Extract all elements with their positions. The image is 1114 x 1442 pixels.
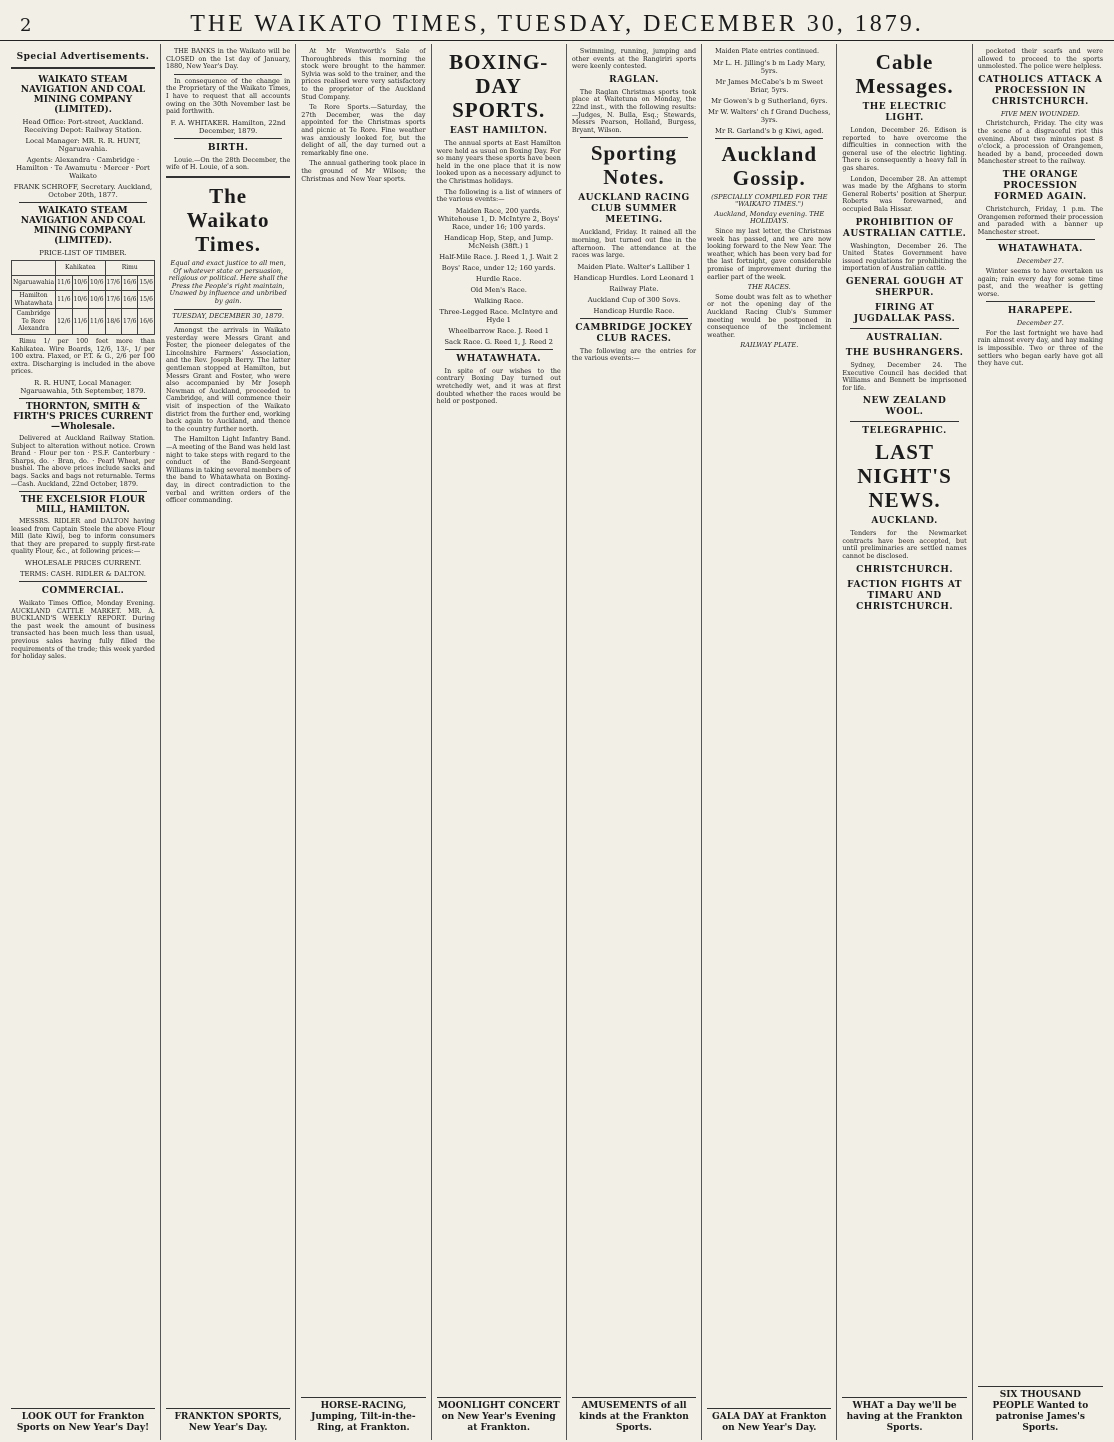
bottom-advert: HORSE-RACING, Jumping, Tilt-in-the-Ring, at Frankton. — [301, 1397, 425, 1434]
table-row — [12, 276, 155, 291]
divider — [715, 138, 823, 139]
article-text: Swimming, running, jumping and other events at the Rangiriri sports were keenly contested. — [571, 47, 697, 71]
cable-text: Christchurch, Friday, 1 p.m. The Orangemen reformed their procession and paraded with a banner up Manchester street. — [977, 204, 1103, 236]
news-text: Tenders for the Newmarket contracts have been accepted, but until preliminaries are settled names cannot be disclosed. — [842, 529, 967, 561]
table-cell: 11/6 — [56, 276, 72, 291]
race-result: Maiden Race, 200 yards. Whitehouse 1, D. McIntyre 2, Boys' Race, under 16; 100 yards. — [437, 206, 560, 231]
divider — [19, 491, 147, 492]
divider — [580, 318, 688, 319]
section-subheader: NEW ZEALAND WOOL. — [862, 396, 947, 418]
section-subheader: AUCKLAND. — [871, 516, 938, 527]
bottom-advert: WHAT a Day we'll be having at the Frankton Sports. — [842, 1397, 966, 1434]
column-8 — [973, 44, 1108, 1440]
divider — [174, 323, 282, 324]
cable-text: Sydney, December 24. The Executive Council has decided that Williams and Bennett be imprisoned for life. — [842, 360, 967, 392]
table-cell: 16/6 — [122, 291, 138, 309]
section-header: LAST NIGHT'S NEWS. — [857, 440, 952, 513]
race-result: Auckland Cup of 300 Sovs. — [587, 295, 681, 304]
paper-motto: Equal and exact justice to all men, Of whatever state or persuasion, religious or political. Here shall the Press the People's right maintain, Unawed by influence and unbribed by gain. — [168, 258, 288, 305]
divider — [11, 67, 155, 71]
ad-title: WAIKATO STEAM NAVIGATION AND COAL MINING COMPANY (LIMITED). — [20, 75, 146, 115]
article-text: In spite of our wishes to the contrary Boxing Day turned out wretchedly wet, and it was at first doubted whether the races would be held or postponed. — [436, 366, 561, 406]
notice-text: In consequence of the change in the Proprietary of the Waikato Times, I have to request that all accounts owing on the 30th November last be paid forthwith. — [165, 76, 291, 116]
table-cell: 17/6 — [105, 276, 121, 291]
divider — [19, 581, 147, 582]
race-result: Walking Race. — [474, 296, 524, 305]
section-subheader: THE BUSHRANGERS. — [845, 347, 964, 358]
divider — [174, 138, 282, 139]
race-result: Maiden Plate. Walter's Lalliber 1 — [577, 262, 691, 271]
article-text: The annual gathering took place in the ground of Mr Wilson; the Christmas and New Year sports. — [301, 159, 426, 183]
table-cell: 10/6 — [89, 276, 105, 291]
bottom-advert: SIX THOUSAND PEOPLE Wanted to patronise James's Sports. — [978, 1386, 1103, 1434]
special-ads-header: Special Advertisements. — [16, 52, 150, 62]
divider — [986, 301, 1095, 302]
section-subheader: FACTION FIGHTS AT TIMARU AND CHRISTCHURCH. — [847, 579, 963, 612]
section-subheader: CHRISTCHURCH. — [856, 564, 953, 575]
column-7 — [837, 44, 972, 1440]
article-text: The Raglan Christmas sports took place at Waitetuna on Monday, the 22nd inst., with the following results:—Judges, N. Bulla, Esq.; Stewards, Messrs Pearson, Holland, Burgess, Bryant, Wilson. — [571, 87, 697, 134]
section-subheader: (SPECIALLY COMPILED FOR THE "WAIKATO TIMES.") — [711, 192, 828, 209]
table-header-cell — [12, 261, 56, 276]
ad-subtitle: PRICE-LIST OF TIMBER. — [39, 249, 127, 257]
divider — [580, 137, 688, 138]
section-subheader: PROHIBITION OF AUSTRALIAN CATTLE. — [842, 217, 967, 239]
section-subheader: WHATAWHATA. — [456, 353, 542, 364]
table-cell: 10/6 — [72, 291, 88, 309]
table-header-cell: Kahikatea — [56, 261, 105, 276]
article-text: pocketed their scarfs and were allowed to proceed to the sports unmolested. The police were helpless. — [977, 47, 1103, 71]
birth-text: Louie.—On the 28th December, the wife of H. Louie, of a son. — [165, 155, 291, 172]
section-subheader: THE ELECTRIC LIGHT. — [862, 102, 947, 123]
race-result: Boys' Race, under 12; 160 yards. — [441, 263, 556, 272]
table-cell: 15/6 — [138, 276, 154, 291]
divider — [850, 328, 958, 329]
column-5 — [567, 44, 702, 1440]
table-cell: Ngaruawahia — [12, 276, 56, 291]
bottom-advert: LOOK OUT for Frankton Sports on New Year's Day! — [11, 1408, 155, 1434]
article-text: The following is a list of winners of the various events:— — [436, 187, 561, 204]
race-entry: Mr James McCabe's b m Sweet Briar, 5yrs. — [715, 77, 824, 94]
birth-header: BIRTH. — [207, 142, 249, 153]
cable-text: London, December 28. An attempt was made by the Afghans to storm General Roberts' position at Sherpur. Roberts was forewarned, and occupied Bala Hissar. — [842, 174, 967, 213]
column-3 — [296, 44, 431, 1440]
ad-text: Delivered at Auckland Railway Station. Subject to alteration without notice. Crown Brand · Flour per ton · P.S.F. Canterbury · Sharps, do. · Bran, do. · Pearl Wheat, per bushel. The above prices include sacks and bags. Sacks and bags not returnable. Terms—Cash. Auckland, 22nd October, 1879. — [11, 433, 155, 488]
article-text: Maiden Plate entries continued. — [715, 47, 820, 55]
section-header: BOXING-DAY SPORTS. — [449, 50, 549, 122]
section-subheader: THE ORANGE PROCESSION FORMED AGAIN. — [994, 169, 1087, 202]
race-result: Hurdle Race. — [475, 274, 522, 283]
race-result: Half-Mile Race. J. Reed 1, J. Wait 2 — [439, 252, 559, 261]
page-columns — [6, 44, 1108, 1440]
dateline: December 27. — [1016, 257, 1064, 266]
race-result: Handicap Hurdles. Lord Leonard 1 — [573, 273, 695, 282]
section-subheader: EAST HAMILTON. — [449, 126, 548, 136]
ad-title: WAIKATO STEAM NAVIGATION AND COAL MINING COMPANY (LIMITED). — [20, 206, 146, 246]
race-entry: Mr W. Walters' ch f Grand Duchess, 3yrs. — [708, 107, 831, 124]
article-text: The following are the entries for the various events:— — [571, 346, 697, 363]
article-text: Winter seems to have overtaken us again; rain every day for some time past, and the weather is getting worse. — [977, 266, 1103, 298]
ad-text: Local Manager: MR. R. R. HUNT, Ngaruawahia. — [25, 137, 141, 153]
timber-price-table — [11, 260, 155, 335]
article-text: The Hamilton Light Infantry Band.—A meeting of the Band was held last night to take steps with regard to the conduct of the Band-Sergeant Williams in taking several members of the band to Whatawhata on Boxing-day, in direct contradiction to the verbal and written orders of the officer commanding. — [165, 435, 291, 505]
ad-text: Rimu 1/ per 100 feet more than Kahikatea. Wire Boards, 12/6, 13/-, 1/ per 100 extra. Flaxed, or P.T. & G., 2/6 per 100 extra. Discharging is included in the above prices. — [11, 336, 155, 376]
race-entry: Mr L. H. Jilling's b m Lady Mary, 5yrs. — [713, 58, 826, 75]
editorial-text: Amongst the arrivals in Waikato yesterday were Messrs Grant and Foster, the pioneer delegates of the Lincolnshire Farmers' Association, and the Rev. Joseph Berry. The latter gentleman stopped at Hamilton, but Messrs Grant and Foster, who were also accompanied by Mr Joseph Newman of Auckland, proceeded to Cambridge, and will commence their visit of inspection of the Waikato district from the further end, working back again to Auckland, and thence to the country further north. — [165, 326, 291, 433]
page-number: 2 — [20, 15, 32, 36]
divider — [19, 398, 147, 399]
bottom-advert: GALA DAY at Frankton on New Year's Day. — [707, 1408, 831, 1434]
section-subheader: AUCKLAND RACING CLUB SUMMER MEETING. — [578, 193, 690, 226]
race-result: Old Men's Race. — [470, 285, 527, 294]
article-text: The annual sports at East Hamilton were held as usual on Boxing Day. For so many years these sports have been held in the one place that it is now looked upon as a necessary adjunct to the Christmas holidays. — [436, 139, 561, 185]
bottom-advert: FRANKTON SPORTS, New Year's Day. — [166, 1408, 290, 1434]
column-2 — [161, 44, 296, 1440]
divider — [445, 349, 553, 350]
bottom-advert: AMUSEMENTS of all kinds at the Frankton Sports. — [572, 1397, 696, 1434]
divider — [174, 309, 282, 310]
column-6 — [702, 44, 837, 1440]
table-cell: 16/6 — [138, 309, 154, 335]
race-result: Handicap Hop, Step, and Jump. McNeish (38ft.) 1 — [444, 233, 554, 250]
section-subheader: FIRING AT JUGDALLAK PASS. — [853, 302, 956, 324]
newspaper-title: THE WAIKATO TIMES, TUESDAY, DECEMBER 30, 1879. — [190, 11, 924, 37]
notice-signoff: F. A. WHITAKER. Hamilton, 22nd December, 1879. — [170, 118, 286, 135]
race-entry: Mr R. Garland's b g Kiwi, aged. — [714, 126, 824, 135]
ad-subtitle: WHOLESALE PRICES CURRENT. — [24, 559, 142, 568]
cable-text: Christchurch, Friday. The city was the scene of a disgraceful riot this evening. About two minutes past 8 o'clock, a procession of Orangemen, headed by a band, proceeded down Manchester street to the railway. — [977, 119, 1103, 166]
table-cell: 11/6 — [72, 309, 88, 335]
section-header: AUSTRALIAN. — [866, 332, 943, 343]
article-text: For the last fortnight we have had rain almost every day, and hay making is impossible. Two or three of the settlers who began early have got all they have cut. — [977, 328, 1103, 368]
article-text: At Mr Wentworth's Sale of Thoroughbreds this morning the stock were brought to the hammer. Sylvia was sold to the trainer, and the prices realised were very satisfactory to the proprietor of the Auckland Stud Company. — [301, 47, 426, 101]
masthead — [0, 4, 1114, 41]
column-1 — [6, 44, 161, 1440]
ad-text: Head Office: Port-street, Auckland. Receiving Depot: Railway Station. — [22, 118, 144, 134]
ad-signoff: TERMS: CASH. RIDLER & DALTON. — [19, 570, 146, 579]
table-cell: 10/6 — [72, 276, 88, 291]
notice-text: THE BANKS in the Waikato will be CLOSED on the 1st day of January, 1880, New Year's Day. — [165, 47, 291, 71]
section-header: Sporting Notes. — [590, 141, 678, 190]
section-subheader: CAMBRIDGE JOCKEY CLUB RACES. — [575, 322, 693, 344]
divider — [986, 239, 1095, 240]
table-cell: Hamilton Whatawhata — [12, 291, 56, 309]
divider — [174, 74, 282, 75]
table-row — [12, 291, 155, 309]
section-header: Cable Messages. — [855, 50, 954, 98]
ad-signoff: R. R. HUNT, Local Manager. Ngaruawahia, 5th September, 1879. — [20, 378, 146, 395]
table-cell: 11/6 — [56, 291, 72, 309]
section-subheader: GENERAL GOUGH AT SHERPUR. — [845, 276, 964, 298]
table-cell: 12/6 — [56, 309, 72, 335]
section-subheader: RAILWAY PLATE. — [740, 341, 799, 350]
article-text: Te Rore Sports.—Saturday, the 27th December, was the day appointed for the Christmas sports and picnic at Te Rore. Fine weather was anxiously looked for, but the delight of all, the day turned out a remarkably fine one. — [301, 103, 426, 157]
section-header: RAGLAN. — [609, 74, 659, 85]
ad-title: THORNTON, SMITH & FIRTH'S PRICES CURRENT—Wholesale. — [13, 401, 153, 432]
section-header: HARAPEPE. — [1007, 306, 1073, 317]
issue-dateline: TUESDAY, DECEMBER 30, 1879. — [172, 311, 284, 320]
divider — [850, 421, 958, 422]
table-cell: 17/6 — [105, 291, 121, 309]
ad-title: THE EXCELSIOR FLOUR MILL, HAMILTON. — [20, 495, 146, 516]
section-header: WHATAWHATA. — [997, 244, 1083, 255]
table-cell: 17/6 — [122, 309, 138, 335]
ad-text: Agents: Alexandra · Cambridge · Hamilton · Te Awamutu · Mercer · Port Waikato — [16, 156, 150, 180]
table-header-row — [12, 261, 155, 276]
ad-text: MESSRS. RIDLER and DALTON having leased from Captain Steele the above Flour Mill (late Kiwi), beg to inform consumers that they are prepared to supply first-rate quality Flour, &c., at following prices:— — [11, 517, 155, 556]
dateline: Auckland, Monday evening. THE HOLIDAYS. — [714, 209, 825, 226]
paper-nameplate: The Waikato Times. — [186, 183, 270, 256]
race-result: Three-Legged Race. McIntyre and Hyde 1 — [439, 307, 558, 324]
divider — [19, 202, 147, 203]
race-entry: Mr Gowen's b g Sutherland, 6yrs. — [711, 96, 828, 105]
table-header-cell: Rimu — [105, 261, 154, 276]
table-cell: 15/6 — [138, 291, 154, 309]
article-text: Some doubt was felt as to whether or not the opening day of the Auckland Racing Club's Summer meeting would be postponed in consequence of the inclement weather. — [707, 292, 832, 339]
dateline: December 27. — [1016, 319, 1064, 328]
race-result: Handicap Hurdle Race. — [593, 306, 675, 315]
article-text: Auckland, Friday. It rained all the morning, but turned out fine in the afternoon. The attendance at the races was large. — [571, 228, 697, 260]
cable-text: London, December 26. Edison is reported to have overcome the difficulties in connection with the general use of the electric lighting. There is consequently a heavy fall in gas shares. — [842, 126, 967, 172]
column-4 — [432, 44, 567, 1440]
race-result: Sack Race. G. Reed 1, J. Reed 2 — [444, 337, 553, 346]
table-cell: 10/6 — [89, 291, 105, 309]
ad-signoff: FRANK SCHROFF, Secretary. Auckland, October 20th, 1877. — [13, 183, 153, 199]
section-header: CATHOLICS ATTACK A PROCESSION IN CHRISTCHURCH. — [978, 74, 1103, 107]
bottom-advert: MOONLIGHT CONCERT on New Year's Evening at Frankton. — [437, 1397, 561, 1434]
divider — [166, 176, 290, 180]
article-text: Waikato Times Office, Monday Evening. AUCKLAND CATTLE MARKET. MR. A. BUCKLAND'S WEEKLY REPORT. During the past week the amount of business transacted has been much less than usual, previous sales having fully filled the requirements of the trade; this week yarded for holiday sales. — [11, 599, 155, 661]
table-cell: 16/6 — [122, 276, 138, 291]
section-subheader: FIVE MEN WOUNDED. — [1000, 109, 1080, 118]
cable-text: Washington, December 26. The United States Government have issued regulations for prohibiting the importation of Australian cattle. — [842, 241, 967, 273]
section-header: Auckland Gossip. — [721, 141, 818, 190]
table-row — [12, 309, 155, 335]
commercial-header: COMMERCIAL. — [41, 586, 125, 597]
table-cell: 11/6 — [89, 309, 105, 335]
article-text: Since my last letter, the Christmas week has passed, and we are now looking forward to the New Year. The weather, which has been very bad for the last fortnight, gave considerable promise of improvement during the earlier part of the week. — [707, 226, 832, 281]
section-subheader: THE RACES. — [747, 283, 791, 292]
race-result: Wheelbarrow Race. J. Reed 1 — [448, 326, 549, 335]
race-result: Railway Plate. — [609, 284, 659, 293]
table-cell: 18/6 — [105, 309, 121, 335]
table-cell: Cambridge Te Rore Alexandra — [12, 309, 56, 335]
section-header: TELEGRAPHIC. — [862, 426, 947, 437]
